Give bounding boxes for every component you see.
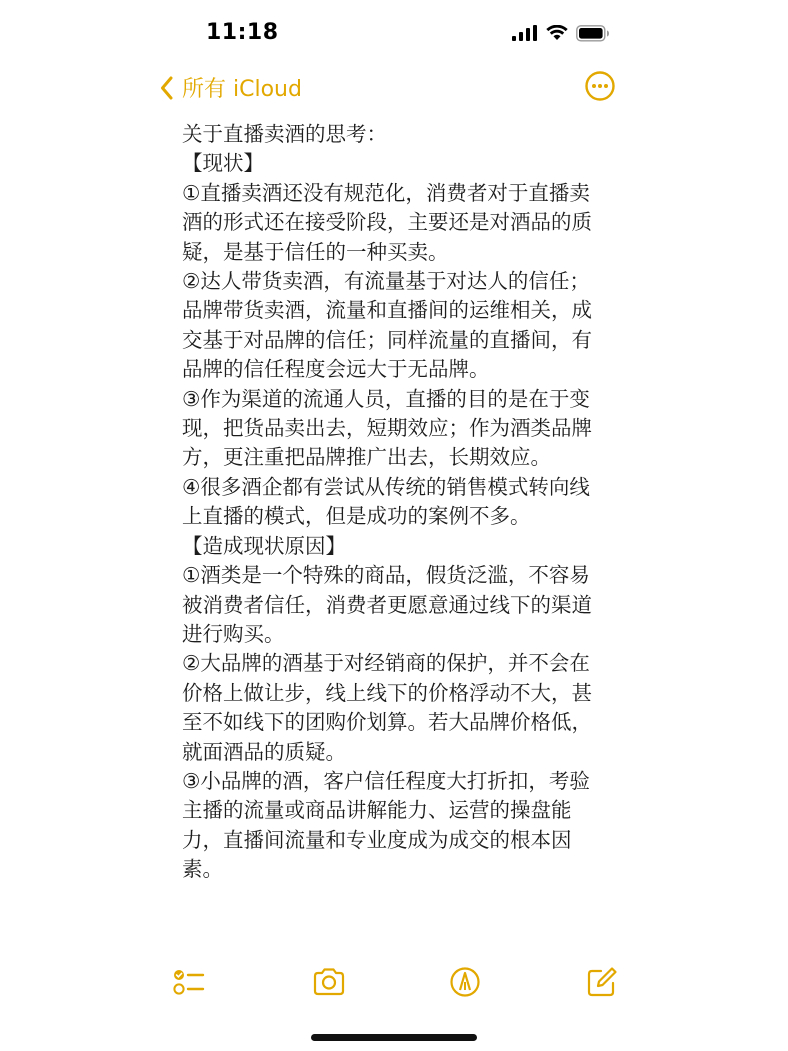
checklist-icon (171, 964, 207, 1000)
checklist-button[interactable] (171, 964, 207, 1000)
note-line: 【造成现状原因】 (182, 533, 346, 558)
note-line: 关于直播卖酒的思考： (182, 122, 387, 146)
markup-pen-icon (447, 964, 483, 1000)
note-line: ②达人带货卖酒，有流量基于对达人的信任；品牌带货卖酒，流量和直播间的运维相关，成交基于对品牌的信任；同样流量的直播间，有品牌的信任程度会远大于无品牌。 (182, 269, 592, 382)
back-button[interactable] (160, 72, 302, 103)
compose-icon (584, 964, 620, 1000)
status-bar (0, 0, 788, 64)
note-line: ①酒类是一个特殊的商品，假货泛滥，不容易被消费者信任，消费者更愿意通过线下的渠道进行购买。 (182, 563, 592, 646)
back-label: 所有 iCloud (182, 77, 302, 102)
status-time: 11:18 (206, 20, 279, 45)
navigation-bar (0, 64, 788, 110)
camera-button[interactable] (311, 964, 347, 1000)
ellipsis-circle-icon (584, 70, 616, 102)
chevron-left-icon (160, 76, 174, 100)
note-line: ④很多酒企都有尝试从传统的销售模式转向线上直播的模式，但是成功的案例不多。 (182, 474, 590, 529)
more-options-button[interactable] (584, 70, 616, 102)
battery-icon (576, 25, 610, 42)
note-line: 【现状】 (182, 151, 264, 176)
status-icons (512, 22, 610, 44)
cellular-signal-icon (512, 25, 538, 41)
home-indicator (311, 1034, 477, 1041)
compose-button[interactable] (584, 964, 620, 1000)
bottom-toolbar (0, 960, 788, 1004)
note-line: ③作为渠道的流通人员，直播的目的是在于变现，把货品卖出去，短期效应；作为酒类品牌方，更注重把品牌推广出去，长期效应。 (182, 386, 592, 470)
note-line: ②大品牌的酒基于对经销商的保护，并不会在价格上做让步，线上线下的价格浮动不大，甚至不如线下的团购价划算。若大品牌价格低，就面酒品的质疑。 (182, 651, 592, 764)
wifi-icon (546, 25, 568, 41)
note-body[interactable] (182, 120, 602, 885)
markup-button[interactable] (447, 964, 483, 1000)
note-line: ①直播卖酒还没有规范化，消费者对于直播卖酒的形式还在接受阶段，主要还是对酒品的质疑，是基于信任的一种买卖。 (182, 180, 592, 264)
camera-icon (311, 964, 347, 1000)
note-line: ③小品牌的酒，客户信任程度大打折扣，考验主播的流量或商品讲解能力、运营的操盘能力，直播间流量和专业度成为成交的根本因素。 (182, 768, 590, 882)
